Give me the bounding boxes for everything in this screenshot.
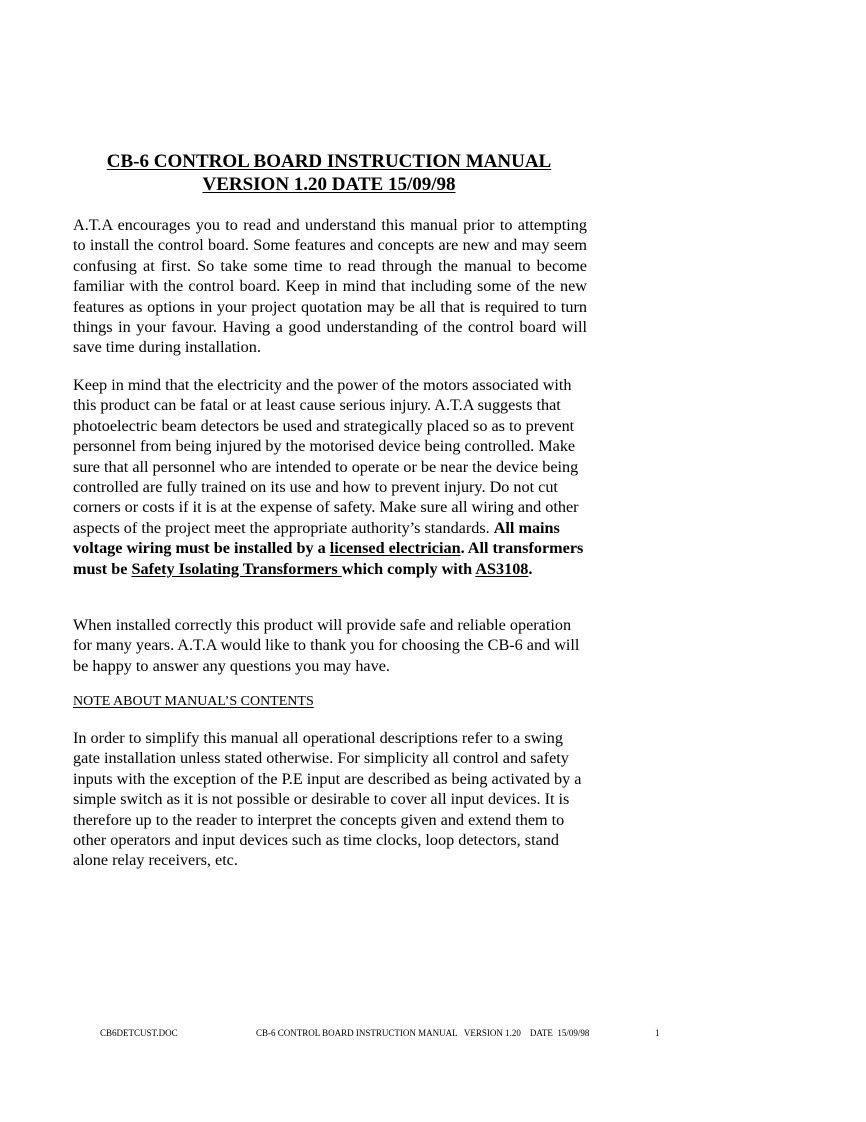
note-heading: NOTE ABOUT MANUAL’S CONTENTS <box>73 694 314 709</box>
document-title <box>73 150 585 196</box>
licensed-electrician-text: licensed electrician <box>329 539 461 558</box>
safety-text: Keep in mind that the electricity and the power of the motors associated with this product can be fatal or at least cause serious injury. A.T.A suggests that photoelectric beam detectors be used and strategically placed so as to prevent personnel from being injured by the motorised device being controlled. Make sure that all personnel who are intended to operate or be near the device being controlled are fully trained on its use and how to prevent injury. Do not cut corners or costs if it is at the expense of safety. Make sure all wiring and other aspects of the project meet the appropriate authority’s standards. <box>73 376 579 537</box>
safety-paragraph <box>73 375 587 579</box>
as3108-text: AS3108 <box>475 559 529 578</box>
safety-bold-2: . All transformers must be <box>73 539 584 578</box>
intro-paragraph: A.T.A encourages you to read and understand this manual prior to attempting to install the control board. Some features and concepts are new and may seem confusing at first. So take some time to read through the manual to become familiar with the control board. Keep in mind that including some of the new features as options in your project quotation may be all that is required to turn things in your favour. Having a good understanding of the control board will save time during installation. <box>73 216 587 357</box>
footer-filename: CB6DETCUST.DOC <box>100 1028 178 1038</box>
footer-page-number: 1 <box>655 1028 660 1038</box>
safety-bold-4: . <box>528 559 533 578</box>
note-paragraph: In order to simplify this manual all operational descriptions refer to a swing gate installation unless stated otherwise. For simplicity all control and safety inputs with the exception of the P.E input are described as being activated by a simple switch as it is not possible or desirable to cover all input devices. It is therefore up to the reader to interpret the concepts given and extend them to other operators and input devices such as time clocks, loop detectors, stand alone relay receivers, etc. <box>73 729 582 870</box>
thanks-paragraph: When installed correctly this product will provide safe and reliable operation for many years. A.T.A would like to thank you for choosing the CB-6 and will be happy to answer any questions you may have. <box>73 616 580 675</box>
title-line-1: CB-6 CONTROL BOARD INSTRUCTION MANUAL <box>106 151 552 172</box>
footer-doc-title: CB-6 CONTROL BOARD INSTRUCTION MANUAL VERSION 1.20 DATE 15/09/98 <box>256 1028 590 1038</box>
title-line-2: VERSION 1.20 DATE 15/09/98 <box>202 174 456 195</box>
safety-isolating-transformers-text: Safety Isolating Transformers <box>131 559 342 578</box>
safety-bold-1: All mains voltage wiring must be installed by a <box>73 518 560 558</box>
safety-bold-3: which comply with <box>341 559 476 578</box>
